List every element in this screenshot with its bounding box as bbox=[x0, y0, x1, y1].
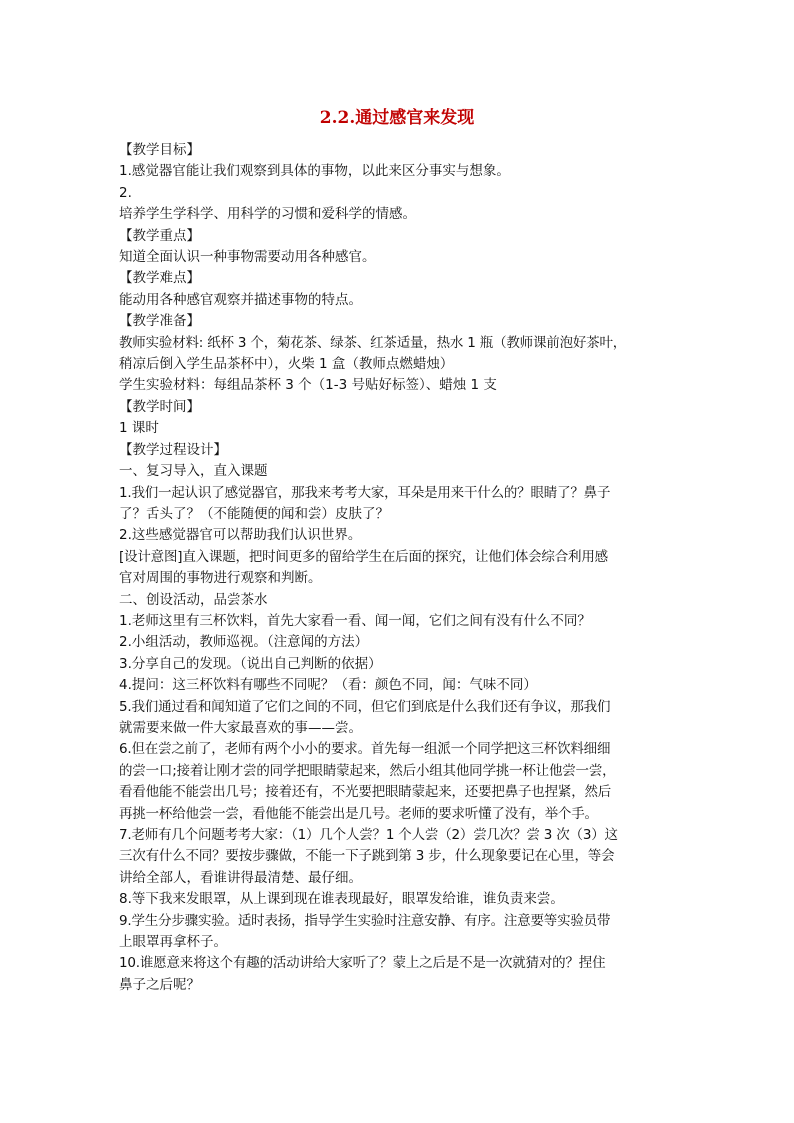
document-body bbox=[119, 140, 679, 996]
subsection-heading: 一、复习导入，直入课题 bbox=[119, 463, 268, 480]
text-line: 就需要来做一件大家最喜欢的事——尝。 bbox=[119, 719, 362, 736]
text-line: 1 课时 bbox=[119, 420, 159, 437]
text-line: 看看他能不能尝出几号；接着还有，不光要把眼睛蒙起来，还要把鼻子也捏紧，然后 bbox=[119, 784, 612, 801]
page-title: 2.2.通过感官来发现 bbox=[319, 108, 475, 128]
text-line: 能动用各种感官观察并描述事物的特点。 bbox=[119, 291, 362, 308]
text-line: 4.提问：这三杯饮料有哪些不同呢？（看：颜色不同，闻：气味不同） bbox=[119, 677, 537, 694]
text-line: 1.老师这里有三杯饮料，首先大家看一看、闻一闻，它们之间有没有什么不同？ bbox=[119, 612, 591, 629]
text-line: 的尝一口;接着让刚才尝的同学把眼睛蒙起来，然后小组其他同学挑一杯让他尝一尝， bbox=[119, 762, 616, 779]
section-heading-goals: 【教学目标】 bbox=[119, 142, 200, 158]
text-line: 教师实验材料: 纸杯 3 个，菊花茶、绿茶、红茶适量，热水 1 瓶（教师课前泡好茶叶， bbox=[119, 334, 627, 351]
text-line: 2.这些感觉器官可以帮助我们认识世界。 bbox=[119, 527, 362, 544]
text-line: 9.学生分步骤实验。适时表扬，指导学生实验时注意安静、有序。注意要等实验员带 bbox=[119, 912, 611, 929]
text-line: 1.感觉器官能让我们观察到具体的事物，以此来区分事实与想象。 bbox=[119, 163, 510, 180]
section-heading-preparation: 【教学准备】 bbox=[119, 313, 200, 330]
text-line: 2. bbox=[119, 184, 132, 201]
subsection-heading: 二、创设活动，品尝茶水 bbox=[119, 591, 268, 608]
section-heading-process: 【教学过程设计】 bbox=[119, 441, 227, 458]
text-line: 上眼罩再拿杯子。 bbox=[119, 934, 227, 951]
text-line: 3.分享自己的发现。（说出自己判断的依据） bbox=[119, 655, 382, 672]
text-line: 稍凉后倒入学生品茶杯中），火柴 1 盒（教师点燃蜡烛） bbox=[119, 356, 454, 373]
text-line: 学生实验材料：每组品茶杯 3 个（1-3 号贴好标签）、蜡烛 1 支 bbox=[119, 377, 497, 394]
text-line: 三次有什么不同？要按步骤做，不能一下子跳到第 3 步，什么现象要记在心里，等会 bbox=[119, 848, 615, 865]
text-line: 10.谁愿意来将这个有趣的活动讲给大家听了？蒙上之后是不是一次就猜对的？捏住 bbox=[119, 955, 606, 972]
text-line: 官对周围的事物进行观察和判断。 bbox=[119, 570, 322, 587]
section-heading-difficulties: 【教学难点】 bbox=[119, 270, 200, 287]
text-line: 再挑一杯给他尝一尝，看他能不能尝出是几号。老师的要求听懂了没有，举个手。 bbox=[119, 805, 598, 822]
text-line: 培养学生学科学、用科学的习惯和爱科学的情感。 bbox=[119, 206, 416, 223]
text-line: 了？舌头了？（不能随便的闻和尝）皮肤了？ bbox=[119, 505, 389, 522]
text-line: 8.等下我来发眼罩，从上课到现在谁表现最好，眼罩发给谁，谁负责来尝。 bbox=[119, 891, 564, 908]
section-heading-key-points: 【教学重点】 bbox=[119, 227, 200, 244]
section-heading-time: 【教学时间】 bbox=[119, 398, 200, 415]
text-line: 2.小组活动，教师巡视。（注意闻的方法） bbox=[119, 634, 369, 651]
text-line: 1.我们一起认识了感觉器官，那我来考考大家，耳朵是用来干什么的？眼睛了？鼻子 bbox=[119, 484, 611, 501]
text-line: 讲给全部人，看谁讲得最清楚、最仔细。 bbox=[119, 869, 362, 886]
text-line: 鼻子之后呢？ bbox=[119, 976, 200, 993]
text-line: [设计意图]直入课题，把时间更多的留给学生在后面的探究，让他们体会综合利用感 bbox=[119, 548, 608, 565]
text-line: 7.老师有几个问题考考大家：（1）几个人尝？1 个人尝（2）尝几次？尝 3 次（3）这 bbox=[119, 827, 618, 843]
text-line: 知道全面认识一种事物需要动用各种感官。 bbox=[119, 249, 376, 266]
text-line: 5.我们通过看和闻知道了它们之间的不同，但它们到底是什么我们还有争议，那我们 bbox=[119, 698, 611, 715]
text-line: 6.但在尝之前了，老师有两个小小的要求。首先每一组派一个同学把这三杯饮料细细 bbox=[119, 741, 611, 758]
